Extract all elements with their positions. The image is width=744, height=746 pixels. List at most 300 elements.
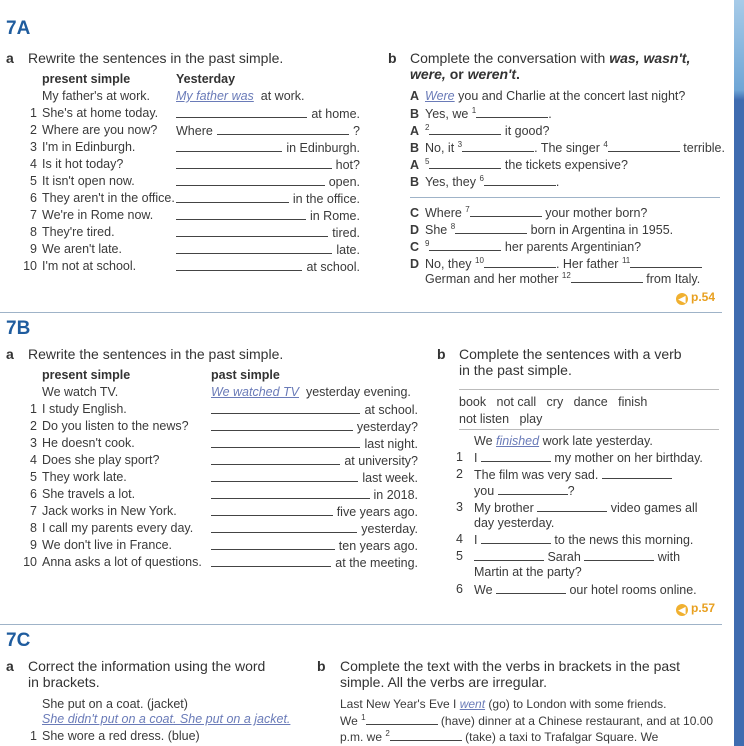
item-number: 3 (30, 436, 37, 450)
instruction-text: Complete the sentences with a verb (459, 346, 682, 362)
answer-blank[interactable] (602, 467, 672, 479)
text-segment: her parents Argentinian? (501, 240, 642, 255)
answer-suffix: at school. (364, 403, 418, 417)
answer-line (211, 470, 418, 485)
word-box-line: not listen play (459, 412, 543, 426)
conversation-line (410, 239, 641, 256)
item-number: 4 (30, 453, 37, 467)
example-answer: went (459, 697, 486, 711)
text-segment: I (474, 451, 481, 466)
example-answer: We watched TV (211, 385, 300, 399)
conversation-line (410, 222, 673, 239)
page-reference[interactable] (676, 601, 715, 616)
text-segment: terrible. (679, 141, 725, 156)
answer-blank[interactable] (211, 436, 360, 448)
answer-suffix: hot? (335, 158, 360, 172)
text-segment: with (654, 549, 681, 564)
answer-suffix: at home. (311, 107, 360, 121)
answer-line (176, 225, 360, 240)
answer-suffix: at school. (306, 260, 360, 274)
sentence-text (474, 500, 698, 515)
example-suffix: yesterday evening. (305, 385, 411, 399)
instruction-text: Correct the information using the word (28, 658, 266, 674)
example-answer: She didn't put on a coat. She put on a jacket. (42, 712, 291, 726)
sentence-text (474, 582, 697, 597)
present-sentence: Anna asks a lot of questions. (42, 555, 202, 569)
answer-suffix: last night. (364, 437, 418, 451)
item-number: 9 (30, 538, 37, 552)
answer-blank[interactable] (211, 504, 333, 516)
blank-number: 3 (457, 140, 463, 149)
column-header-present: present simple (42, 72, 131, 86)
conversation-line (410, 89, 685, 106)
answer-blank[interactable] (211, 487, 370, 499)
answer-line (176, 259, 360, 274)
present-sentence: They aren't in the office. (42, 191, 175, 205)
divider (410, 197, 720, 198)
answer-line (211, 436, 418, 451)
item-sentence: She wore a red dress. (blue) (42, 729, 200, 743)
example-answer-line (176, 89, 305, 103)
page-reference[interactable] (676, 290, 715, 305)
text-segment: video games all (607, 500, 698, 515)
word-box-line: book not call cry dance finish (459, 395, 648, 409)
conversation-line (410, 106, 552, 123)
answer-line (211, 419, 418, 434)
text-segment: . The singer (534, 141, 604, 156)
conversation-line (410, 271, 700, 288)
answer-blank[interactable] (211, 453, 340, 465)
exercise-instruction: Rewrite the sentences in the past simple. (28, 346, 284, 362)
answer-blank[interactable] (366, 713, 438, 725)
arrow-left-icon: ◀ (676, 293, 688, 305)
example-answer: My father was (176, 89, 254, 103)
text-segment: born in Argentina in 1955. (527, 223, 674, 238)
answer-blank[interactable] (481, 450, 551, 462)
answer-blank[interactable] (211, 470, 358, 482)
answer-blank[interactable] (455, 222, 527, 234)
table-row (0, 453, 418, 470)
conversation-line (410, 123, 549, 140)
answer-blank[interactable] (211, 538, 335, 550)
blank-number: 6 (479, 174, 484, 183)
answer-line (211, 487, 418, 502)
unit-title-7b: 7B (6, 318, 31, 339)
word-box-top (459, 389, 719, 390)
answer-line (176, 106, 360, 121)
column-header-past: past simple (211, 368, 280, 382)
conversation-line (410, 140, 725, 157)
item-number: 1 (30, 106, 37, 120)
instruction-keywords: was, wasn't, (609, 50, 691, 66)
section-divider (0, 624, 722, 625)
table-row (0, 402, 418, 419)
exercise-instruction (340, 658, 680, 690)
answer-blank[interactable] (470, 205, 542, 217)
present-sentence: We watch TV. (42, 385, 119, 399)
item-number: 7 (30, 208, 37, 222)
exercise-letter: b (388, 50, 397, 66)
item-number: 1 (30, 402, 37, 416)
present-sentence: She travels a lot. (42, 487, 136, 501)
column-header-present: present simple (42, 368, 131, 382)
speaker-label: C (410, 240, 420, 255)
blank-number: 11 (621, 256, 631, 265)
example-row (0, 385, 418, 402)
text-segment: ? (567, 484, 575, 499)
answer-prefix: Where (176, 124, 213, 138)
unit-title-7c: 7C (6, 630, 31, 651)
answer-blank[interactable] (211, 555, 331, 567)
text-segment: . (555, 175, 560, 190)
text-segment: . (548, 107, 552, 122)
example-answer: finished (496, 434, 540, 448)
exercise-instruction (410, 50, 690, 82)
table-row (0, 470, 418, 487)
table-row (0, 487, 418, 504)
answer-blank[interactable] (608, 140, 680, 152)
present-sentence: We aren't late. (42, 242, 122, 256)
text-segment: We (474, 582, 496, 597)
text-segment: (go) to London with some friends. (485, 697, 667, 711)
answer-blank[interactable] (630, 256, 702, 268)
sentence-text (474, 450, 703, 465)
answer-blank[interactable] (176, 225, 328, 237)
answer-line (211, 555, 418, 570)
answer-blank[interactable] (462, 140, 534, 152)
unit-title-7a: 7A (6, 18, 31, 39)
conversation-line (410, 205, 647, 222)
text-segment: Yes, they (425, 175, 480, 190)
answer-line (211, 521, 418, 536)
exercise-instruction (28, 658, 265, 690)
table-row (0, 555, 418, 572)
answer-line (211, 504, 418, 519)
table-row (0, 436, 418, 453)
text-segment: No, they (425, 257, 476, 272)
present-sentence: We don't live in France. (42, 538, 172, 552)
answer-line (176, 123, 360, 138)
answer-blank[interactable] (217, 123, 349, 135)
answer-suffix: in the office. (292, 192, 360, 206)
present-sentence: It isn't open now. (42, 174, 135, 188)
answer-suffix: in Rome. (309, 209, 360, 223)
speaker-label: B (410, 141, 420, 156)
text-segment: We (474, 434, 496, 448)
speaker-label: D (410, 257, 420, 272)
speaker-label: B (410, 175, 420, 190)
answer-blank[interactable] (176, 174, 325, 186)
sentence-text (474, 565, 582, 579)
answer-blank[interactable] (498, 483, 568, 495)
text-segment: your mother born? (541, 206, 648, 221)
item-number: 1 (30, 729, 37, 743)
sentence-text (474, 549, 680, 564)
item-number: 9 (30, 242, 37, 256)
item-number: 8 (30, 521, 37, 535)
example-row (0, 89, 360, 106)
text-line (340, 713, 713, 730)
table-row (0, 106, 360, 123)
blank-number: 1 (471, 106, 477, 115)
answer-suffix: yesterday? (356, 420, 418, 434)
answer-blank[interactable] (476, 106, 548, 118)
item-number: 5 (30, 174, 37, 188)
answer-blank[interactable] (176, 140, 282, 152)
sentence-text (474, 516, 554, 530)
table-row (0, 521, 418, 538)
text-segment: Sarah (544, 549, 585, 564)
blank-number: 9 (425, 239, 430, 248)
text-segment: Last New Year's Eve I (340, 697, 460, 711)
answer-line (211, 402, 418, 417)
text-segment: my mother on her birthday. (550, 451, 703, 466)
item-number: 5 (456, 548, 463, 563)
present-sentence: Where are you now? (42, 123, 158, 137)
conversation-line (410, 174, 559, 191)
answer-blank[interactable] (211, 419, 353, 431)
present-sentence: I call my parents every day. (42, 521, 194, 535)
answer-blank[interactable] (429, 157, 501, 169)
conversation-line (410, 157, 628, 174)
section-divider (0, 312, 722, 313)
exercise-letter: b (437, 346, 446, 362)
example-sentence: She put on a coat. (jacket) (42, 697, 188, 711)
item-number: 3 (30, 140, 37, 154)
blank-number: 10 (475, 256, 484, 265)
instruction-text: Complete the text with the verbs in brackets in the past (340, 658, 681, 674)
answer-suffix: yesterday. (361, 522, 418, 536)
present-sentence: Jack works in New York. (42, 504, 177, 518)
blank-number: 4 (603, 140, 608, 149)
text-line (340, 729, 658, 746)
page-reference-label: p.57 (691, 601, 716, 615)
instruction-text: in the past simple. (459, 362, 572, 378)
present-sentence: Is it hot today? (42, 157, 124, 171)
table-row (0, 538, 418, 555)
item-number: 6 (30, 191, 37, 205)
item-number: 2 (30, 419, 37, 433)
answer-blank[interactable] (481, 532, 551, 544)
speaker-label: B (410, 107, 420, 122)
present-sentence: They're tired. (42, 225, 115, 239)
item-number: 4 (456, 532, 463, 547)
answer-line (211, 538, 418, 553)
speaker-label: A (410, 158, 420, 173)
item-number: 1 (456, 450, 463, 465)
answer-suffix: in Edinburgh. (286, 141, 360, 155)
present-sentence: She's at home today. (42, 106, 159, 120)
instruction-text: . (516, 66, 520, 82)
present-sentence: Does she play sport? (42, 453, 160, 467)
exercise-instruction (459, 346, 682, 378)
answer-blank[interactable] (176, 242, 332, 254)
sentence-text (474, 532, 693, 547)
speaker-label: A (410, 124, 420, 139)
text-segment: No, it (425, 141, 458, 156)
text-segment: The film was very sad. (474, 467, 602, 482)
sentence-text (474, 434, 653, 448)
table-row (0, 157, 360, 174)
text-segment: the tickets expensive? (501, 158, 628, 173)
answer-blank[interactable] (390, 729, 462, 741)
answer-suffix: at the meeting. (335, 556, 418, 570)
table-row (0, 174, 360, 191)
exercise-letter: b (317, 658, 326, 674)
answer-suffix: at university? (344, 454, 418, 468)
item-number: 2 (30, 123, 37, 137)
present-sentence: We're in Rome now. (42, 208, 154, 222)
answer-suffix: ten years ago. (338, 539, 418, 553)
present-sentence: I'm not at school. (42, 259, 137, 273)
table-row (0, 191, 360, 208)
answer-line (176, 157, 360, 172)
blank-number: 8 (450, 222, 456, 231)
blank-number: 7 (465, 205, 470, 214)
answer-blank[interactable] (584, 549, 654, 561)
answer-blank[interactable] (474, 549, 544, 561)
instruction-text: Complete the conversation with (410, 50, 610, 66)
text-segment: to the news this morning. (550, 533, 694, 548)
answer-line (176, 208, 360, 223)
answer-blank[interactable] (176, 259, 302, 271)
speaker-label: C (410, 206, 420, 221)
answer-blank[interactable] (211, 402, 360, 414)
text-segment: Yes, we (425, 107, 472, 122)
item-number: 7 (30, 504, 37, 518)
blank-number: 2 (385, 729, 390, 738)
column-header-past: Yesterday (176, 72, 236, 86)
blank-number: 2 (425, 123, 430, 132)
text-segment: our hotel rooms online. (566, 582, 697, 597)
present-sentence: I study English. (42, 402, 127, 416)
present-sentence: They work late. (42, 470, 127, 484)
text-segment: My brother (474, 500, 538, 515)
item-number: 4 (30, 157, 37, 171)
sentence-text (474, 467, 672, 482)
table-row (0, 419, 418, 436)
item-number: 2 (456, 466, 463, 481)
answer-suffix: five years ago. (336, 505, 418, 519)
answer-blank[interactable] (211, 521, 357, 533)
table-row (0, 259, 360, 276)
text-segment: I (474, 533, 481, 548)
answer-blank[interactable] (429, 123, 501, 135)
answer-suffix: last week. (362, 471, 418, 485)
text-segment: from Italy. (642, 272, 701, 287)
text-segment: p.m. we (340, 730, 386, 744)
example-answer: Were (425, 89, 455, 103)
answer-blank[interactable] (484, 174, 556, 186)
table-row (0, 225, 360, 242)
answer-blank[interactable] (571, 271, 643, 283)
table-row (0, 140, 360, 157)
table-row (0, 504, 418, 521)
text-segment: German and her mother (425, 272, 562, 287)
answer-suffix: in 2018. (373, 488, 418, 502)
speaker-label: A (410, 89, 420, 103)
example-suffix: at work. (260, 89, 305, 103)
answer-suffix: open. (328, 175, 360, 189)
item-number: 6 (456, 581, 463, 596)
exercise-letter: a (6, 50, 14, 66)
page-edge-tab (734, 0, 744, 746)
text-segment: work late yesterday. (539, 434, 653, 448)
text-segment: She (425, 223, 451, 238)
answer-blank[interactable] (537, 500, 607, 512)
answer-suffix: late. (336, 243, 360, 257)
speaker-label: D (410, 223, 420, 238)
present-sentence: He doesn't cook. (42, 436, 135, 450)
item-number: 5 (30, 470, 37, 484)
exercise-letter: a (6, 346, 14, 362)
text-segment: day yesterday. (474, 516, 555, 530)
answer-blank[interactable] (176, 157, 332, 169)
instruction-text: or (445, 66, 468, 82)
item-number: 8 (30, 225, 37, 239)
text-segment: (have) dinner at a Chinese restaurant, and at 10.00 (437, 714, 714, 728)
answer-blank[interactable] (429, 239, 501, 251)
blank-number: 5 (425, 157, 430, 166)
answer-blank[interactable] (484, 256, 556, 268)
table-row (0, 208, 360, 225)
item-number: 3 (456, 499, 463, 514)
table-row (0, 242, 360, 259)
text-segment: you and Charlie at the concert last night? (454, 89, 686, 103)
present-sentence: Do you listen to the news? (42, 419, 189, 433)
text-segment: you (474, 484, 498, 499)
answer-blank[interactable] (176, 106, 307, 118)
exercise-letter: a (6, 658, 14, 674)
answer-line (211, 453, 418, 468)
item-number: 6 (30, 487, 37, 501)
page-reference-label: p.54 (691, 290, 716, 304)
instruction-keywords: were, (410, 66, 446, 82)
word-box-bottom (459, 429, 719, 430)
answer-line (176, 191, 360, 206)
instruction-text: simple. All the verbs are irregular. (340, 674, 547, 690)
example-answer-line (211, 385, 411, 399)
answer-line (176, 242, 360, 257)
item-number: 10 (23, 259, 37, 273)
text-segment: (take) a taxi to Trafalgar Square. We (461, 730, 659, 744)
answer-line (176, 174, 360, 189)
text-line (340, 697, 667, 714)
answer-blank[interactable] (176, 191, 289, 203)
arrow-left-icon: ◀ (676, 604, 688, 616)
answer-suffix: tired. (332, 226, 360, 240)
text-segment: Martin at the party? (474, 565, 582, 580)
blank-number: 1 (361, 713, 366, 722)
blank-number: 12 (561, 271, 571, 280)
answer-blank[interactable] (496, 582, 566, 594)
answer-line (176, 140, 360, 155)
answer-suffix: ? (353, 124, 360, 138)
exercise-instruction: Rewrite the sentences in the past simple. (28, 50, 284, 66)
answer-blank[interactable] (176, 208, 306, 220)
present-sentence: I'm in Edinburgh. (42, 140, 136, 154)
text-segment: We (340, 714, 362, 728)
sentence-text (474, 483, 575, 498)
item-number: 10 (23, 555, 37, 569)
present-sentence: My father's at work. (42, 89, 150, 103)
instruction-text: in brackets. (28, 674, 100, 690)
text-segment: it good? (501, 124, 550, 139)
instruction-keywords: weren't (467, 66, 517, 82)
text-segment: . Her father (555, 257, 622, 272)
table-row (0, 123, 360, 140)
text-segment: Where (425, 206, 466, 221)
